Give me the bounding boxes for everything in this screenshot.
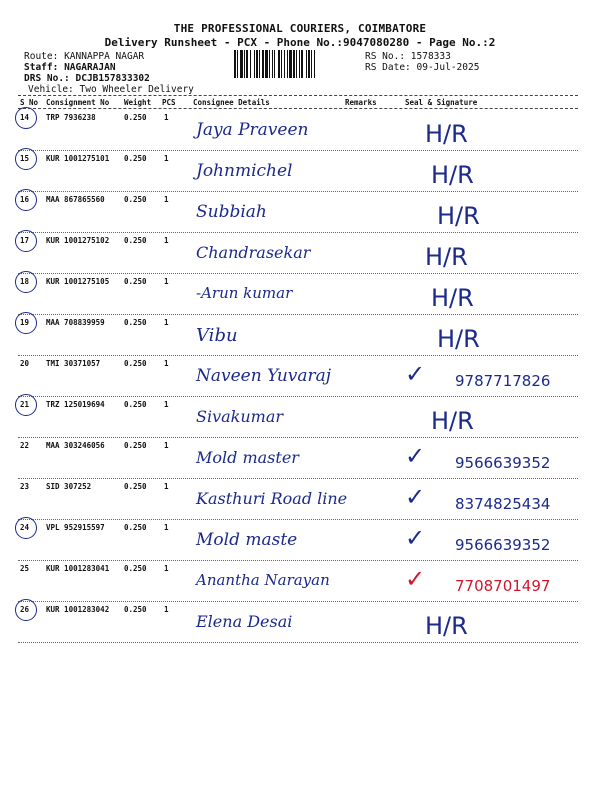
- table-row: [0, 151, 600, 192]
- drs-label: DRS No.:: [24, 73, 70, 84]
- col-weight: Weight: [124, 98, 152, 107]
- table-row: [0, 192, 600, 233]
- signature-tick-mark: ✓: [405, 565, 426, 593]
- barcode-bar: [284, 50, 285, 78]
- barcode-bar: [246, 50, 248, 78]
- sno-cell: 20: [20, 359, 30, 368]
- signature-handwritten: 7708701497: [455, 577, 551, 595]
- pcs-cell: 1: [164, 359, 169, 368]
- barcode-bar: [256, 50, 258, 78]
- sno-cell: 23: [20, 482, 30, 491]
- sno-cell: 19: [20, 318, 30, 327]
- drs-line: [24, 73, 150, 84]
- signature-tick-mark: ✓: [405, 483, 426, 511]
- rs-date-line: [365, 62, 479, 73]
- table-row: [0, 520, 600, 561]
- sno-cell: 22: [20, 441, 30, 450]
- barcode-bar: [274, 50, 275, 78]
- table-row: [0, 110, 600, 151]
- consignment-cell: TMI 30371057: [46, 359, 101, 368]
- consignee-handwritten: Kasthuri Road line: [196, 489, 348, 508]
- consignee-handwritten: Subbiah: [196, 202, 267, 222]
- weight-cell: 0.250: [124, 277, 147, 286]
- sno-cell: 26: [20, 605, 30, 614]
- consignee-handwritten: -Arun kumar: [196, 284, 293, 302]
- table-row: [0, 479, 600, 520]
- signature-handwritten: 9787717826: [455, 372, 551, 390]
- rs-date-label: RS Date:: [365, 62, 411, 73]
- barcode-bar: [306, 50, 307, 78]
- staff-label: Staff:: [24, 62, 59, 73]
- consignee-handwritten: Elena Desai: [196, 612, 293, 631]
- consignee-handwritten: Chandrasekar: [196, 243, 311, 262]
- signature-handwritten: H/R: [431, 161, 474, 189]
- sno-cell: 17: [20, 236, 30, 245]
- consignment-cell: KUR 1001275101: [46, 154, 110, 163]
- table-row: [0, 397, 600, 438]
- col-remarks: Remarks: [345, 98, 377, 107]
- pcs-cell: 1: [164, 277, 169, 286]
- consignee-handwritten: Naveen Yuvaraj: [196, 366, 332, 386]
- consignee-handwritten: Mold maste: [196, 530, 298, 550]
- weight-cell: 0.250: [124, 236, 147, 245]
- signature-tick-mark: ✓: [405, 360, 426, 388]
- consignment-cell: MAA 303246056: [46, 441, 105, 450]
- signature-handwritten: H/R: [437, 202, 480, 230]
- vehicle-value: Two Wheeler Delivery: [79, 84, 194, 95]
- barcode-bar: [311, 50, 312, 78]
- barcode-bar: [296, 50, 297, 78]
- weight-cell: 0.250: [124, 523, 147, 532]
- weight-cell: 0.250: [124, 400, 147, 409]
- rs-no-label: RS No.:: [365, 51, 406, 62]
- header-bottom-rule: [18, 108, 578, 109]
- consignment-cell: KUR 1001275105: [46, 277, 110, 286]
- pcs-cell: 1: [164, 605, 169, 614]
- barcode-bar: [234, 50, 236, 78]
- pcs-cell: 1: [164, 154, 169, 163]
- barcode-bar: [259, 50, 260, 78]
- staff-line: [24, 62, 116, 73]
- weight-cell: 0.250: [124, 359, 147, 368]
- consignment-cell: VPL 952915597: [46, 523, 105, 532]
- barcode-bar: [240, 50, 243, 78]
- sno-cell: 14: [20, 113, 30, 122]
- barcode-bar: [281, 50, 282, 78]
- barcode-bar: [293, 50, 295, 78]
- consignee-handwritten: Vibu: [196, 325, 238, 346]
- sno-cell: 15: [20, 154, 30, 163]
- table-row: [0, 561, 600, 602]
- col-seal: Seal & Signature: [405, 98, 478, 107]
- sno-cell: 24: [20, 523, 30, 532]
- table-row: [0, 602, 600, 643]
- barcode-bar: [272, 50, 273, 78]
- consignment-cell: KUR 1001283041: [46, 564, 110, 573]
- barcode-bar: [278, 50, 280, 78]
- col-pcs: PCS: [162, 98, 176, 107]
- signature-handwritten: H/R: [431, 284, 474, 312]
- weight-cell: 0.250: [124, 154, 147, 163]
- staff-value: NAGARAJAN: [64, 62, 116, 73]
- company-title: THE PROFESSIONAL COURIERS, COIMBATORE: [173, 22, 427, 35]
- consignment-cell: SID 307252: [46, 482, 92, 491]
- signature-handwritten: H/R: [437, 325, 480, 353]
- barcode-bar: [250, 50, 251, 78]
- signature-handwritten: H/R: [425, 120, 468, 148]
- consignee-handwritten: Johnmichel: [196, 161, 293, 181]
- pcs-cell: 1: [164, 482, 169, 491]
- table-row: [0, 315, 600, 356]
- vehicle-line: [28, 84, 194, 95]
- signature-tick-mark: ✓: [405, 524, 426, 552]
- pcs-cell: 1: [164, 523, 169, 532]
- consignee-handwritten: Sivakumar: [196, 407, 284, 426]
- barcode-bar: [308, 50, 310, 78]
- weight-cell: 0.250: [124, 441, 147, 450]
- barcode-bar: [262, 50, 264, 78]
- rs-date-value: 09-Jul-2025: [416, 62, 480, 73]
- runsheet-subtitle: Delivery Runsheet - PCX - Phone No.:9047080280 - Page No.:2: [104, 36, 496, 49]
- col-consignee: Consignee Details: [193, 98, 270, 107]
- pcs-cell: 1: [164, 441, 169, 450]
- barcode-graphic: [234, 50, 362, 78]
- consignee-handwritten: Anantha Narayan: [196, 571, 330, 589]
- sno-cell: 18: [20, 277, 30, 286]
- consignment-cell: MAA 867865560: [46, 195, 105, 204]
- consignment-cell: KUR 1001283042: [46, 605, 110, 614]
- weight-cell: 0.250: [124, 482, 147, 491]
- consignment-cell: TRZ 125019694: [46, 400, 105, 409]
- signature-handwritten: 8374825434: [455, 495, 551, 513]
- pcs-cell: 1: [164, 400, 169, 409]
- pcs-cell: 1: [164, 318, 169, 327]
- signature-handwritten: H/R: [425, 243, 468, 271]
- consignee-handwritten: Mold master: [196, 448, 299, 467]
- barcode-bar: [314, 50, 315, 78]
- pcs-cell: 1: [164, 195, 169, 204]
- col-sno: S No: [20, 98, 39, 107]
- signature-handwritten: H/R: [425, 612, 468, 640]
- vehicle-label: Vehicle:: [28, 84, 74, 95]
- signature-tick-mark: ✓: [405, 442, 426, 470]
- consignment-cell: MAA 708839959: [46, 318, 105, 327]
- barcode-bar: [265, 50, 268, 78]
- drs-value: DCJB157833302: [75, 73, 150, 84]
- table-row: [0, 356, 600, 397]
- table-row: [0, 233, 600, 274]
- rs-no-line: [365, 51, 451, 62]
- barcode-bar: [299, 50, 300, 78]
- route-label: Route:: [24, 51, 59, 62]
- row-divider: [18, 642, 578, 643]
- weight-cell: 0.250: [124, 605, 147, 614]
- header-top-rule: [18, 95, 578, 96]
- consignment-cell: TRP 7936238: [46, 113, 96, 122]
- pcs-cell: 1: [164, 113, 169, 122]
- table-row: [0, 274, 600, 315]
- consignment-cell: KUR 1001275102: [46, 236, 110, 245]
- weight-cell: 0.250: [124, 318, 147, 327]
- barcode-bar: [254, 50, 255, 78]
- barcode-bar: [244, 50, 245, 78]
- route-value: KANNAPPA NAGAR: [64, 51, 145, 62]
- route-line: [24, 51, 144, 62]
- barcode-bar: [289, 50, 292, 78]
- weight-cell: 0.250: [124, 113, 147, 122]
- sno-cell: 16: [20, 195, 30, 204]
- barcode-bar: [237, 50, 238, 78]
- signature-handwritten: 9566639352: [455, 536, 551, 554]
- signature-handwritten: H/R: [431, 407, 474, 435]
- consignee-handwritten: Jaya Praveen: [196, 120, 309, 140]
- weight-cell: 0.250: [124, 564, 147, 573]
- pcs-cell: 1: [164, 236, 169, 245]
- signature-handwritten: 9566639352: [455, 454, 551, 472]
- barcode-bar: [301, 50, 303, 78]
- barcode-bar: [287, 50, 288, 78]
- sno-cell: 25: [20, 564, 30, 573]
- sno-cell: 21: [20, 400, 30, 409]
- rs-no-value: 1578333: [410, 51, 451, 62]
- barcode-bar: [269, 50, 270, 78]
- table-row: [0, 438, 600, 479]
- pcs-cell: 1: [164, 564, 169, 573]
- weight-cell: 0.250: [124, 195, 147, 204]
- col-consignment: Consignment No: [46, 98, 110, 107]
